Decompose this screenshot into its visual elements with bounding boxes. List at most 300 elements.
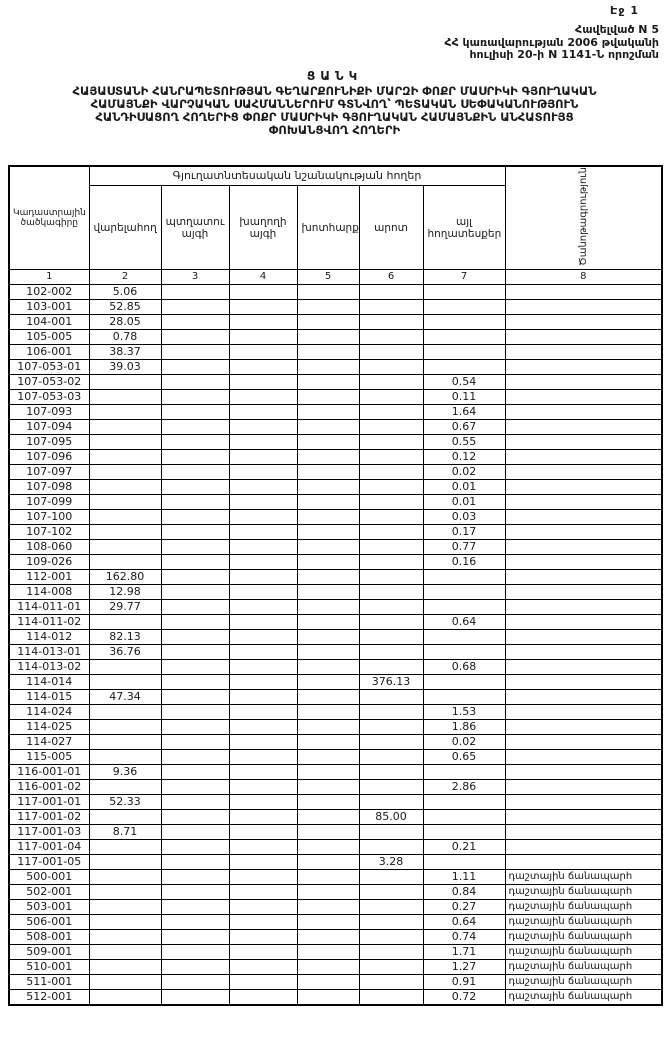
vineyard-cell	[229, 720, 297, 735]
orchard-cell	[161, 705, 229, 720]
orchard-cell	[161, 405, 229, 420]
cadastral-code-cell: 107-096	[9, 450, 89, 465]
note-cell	[505, 420, 662, 435]
hayfield-cell	[297, 390, 359, 405]
table-row	[9, 675, 662, 690]
other-lands-cell: 1.64	[423, 405, 505, 420]
vineyard-cell	[229, 645, 297, 660]
table-row	[9, 825, 662, 840]
orchard-cell	[161, 285, 229, 300]
note-cell	[505, 315, 662, 330]
table-row	[9, 930, 662, 945]
pasture-cell	[359, 870, 423, 885]
other-lands-cell	[423, 765, 505, 780]
hayfield-cell	[297, 735, 359, 750]
subtitle-line-3: ՀԱՆԴԻՍԱՑՈՂ ՀՈՂԵՐԻՑ ՓՈՔՐ ՄԱՍՐԻԿԻ ԳՅՈՒՂԱԿԱՆ ՀԱՄԱՅՆՔԻՆ ԱՆՀԱՏՈՒՅՑ	[95, 109, 574, 124]
hayfield-cell	[297, 525, 359, 540]
orchard-cell	[161, 495, 229, 510]
cadastral-code-cell: 117-001-04	[9, 840, 89, 855]
cadastral-code-cell: 107-102	[9, 525, 89, 540]
header-note-label: Ծանոթագրություն	[577, 166, 589, 266]
arable-cell	[89, 660, 161, 675]
other-lands-cell: 0.01	[423, 495, 505, 510]
table-row	[9, 720, 662, 735]
vineyard-cell	[229, 570, 297, 585]
table-row	[9, 510, 662, 525]
table-row	[9, 750, 662, 765]
arable-cell	[89, 480, 161, 495]
note-cell	[505, 405, 662, 420]
table-row	[9, 480, 662, 495]
pasture-cell	[359, 960, 423, 975]
orchard-cell	[161, 420, 229, 435]
cadastral-code-cell: 114-011-01	[9, 600, 89, 615]
vineyard-cell	[229, 405, 297, 420]
pasture-cell	[359, 990, 423, 1006]
orchard-cell	[161, 480, 229, 495]
pasture-cell: 376.13	[359, 675, 423, 690]
other-lands-cell: 0.54	[423, 375, 505, 390]
other-lands-cell: 0.17	[423, 525, 505, 540]
hayfield-cell	[297, 900, 359, 915]
note-cell	[505, 825, 662, 840]
pasture-cell	[359, 390, 423, 405]
arable-cell: 29.77	[89, 600, 161, 615]
orchard-cell	[161, 690, 229, 705]
orchard-cell	[161, 810, 229, 825]
vineyard-cell	[229, 495, 297, 510]
table-row	[9, 465, 662, 480]
column-number-row	[9, 270, 662, 285]
other-lands-cell	[423, 360, 505, 375]
pasture-cell	[359, 555, 423, 570]
cadastral-code-cell: 510-001	[9, 960, 89, 975]
arable-cell	[89, 915, 161, 930]
hayfield-cell	[297, 660, 359, 675]
note-cell: դաշտային ճանապարհ	[505, 900, 662, 915]
vineyard-cell	[229, 540, 297, 555]
vineyard-cell	[229, 615, 297, 630]
orchard-cell	[161, 930, 229, 945]
hayfield-cell	[297, 885, 359, 900]
orchard-cell	[161, 300, 229, 315]
subtitle-line-1: ՀԱՅԱՍՏԱՆԻ ՀԱՆՐԱՊԵՏՈՒԹՅԱՆ ԳԵՂԱՐՔՈՒՆԻՔԻ ՄԱՐԶԻ ՓՈՔՐ ՄԱՍՐԻԿԻ ԳՅՈՒՂԱԿԱՆ	[72, 83, 597, 98]
hayfield-cell	[297, 420, 359, 435]
orchard-cell	[161, 780, 229, 795]
orchard-cell	[161, 735, 229, 750]
arable-cell: 82.13	[89, 630, 161, 645]
cadastral-code-cell: 114-011-02	[9, 615, 89, 630]
hayfield-cell	[297, 930, 359, 945]
vineyard-cell	[229, 585, 297, 600]
pasture-cell	[359, 300, 423, 315]
pasture-cell	[359, 780, 423, 795]
hayfield-cell	[297, 435, 359, 450]
hayfield-cell	[297, 330, 359, 345]
hayfield-cell	[297, 405, 359, 420]
note-cell	[505, 330, 662, 345]
vineyard-cell	[229, 930, 297, 945]
vineyard-cell	[229, 945, 297, 960]
table-row	[9, 765, 662, 780]
pasture-cell	[359, 540, 423, 555]
note-cell	[505, 360, 662, 375]
pasture-cell	[359, 510, 423, 525]
hayfield-cell	[297, 915, 359, 930]
orchard-cell	[161, 525, 229, 540]
arable-cell: 0.78	[89, 330, 161, 345]
annex-line-1: Հավելված N 5	[575, 23, 659, 36]
table-row	[9, 840, 662, 855]
other-lands-cell	[423, 690, 505, 705]
note-cell: դաշտային ճանապարհ	[505, 870, 662, 885]
pasture-cell	[359, 795, 423, 810]
pasture-cell	[359, 615, 423, 630]
note-cell	[505, 540, 662, 555]
vineyard-cell	[229, 690, 297, 705]
other-lands-cell	[423, 600, 505, 615]
vineyard-cell	[229, 990, 297, 1006]
orchard-cell	[161, 435, 229, 450]
orchard-cell	[161, 600, 229, 615]
hayfield-cell	[297, 510, 359, 525]
header-orchard: պտղատու այգի	[161, 186, 229, 270]
arable-cell: 52.85	[89, 300, 161, 315]
pasture-cell	[359, 900, 423, 915]
arable-cell	[89, 525, 161, 540]
arable-cell	[89, 930, 161, 945]
note-cell	[505, 780, 662, 795]
orchard-cell	[161, 885, 229, 900]
pasture-cell	[359, 750, 423, 765]
arable-cell	[89, 840, 161, 855]
hayfield-cell	[297, 750, 359, 765]
hayfield-cell	[297, 570, 359, 585]
note-cell	[505, 735, 662, 750]
other-lands-cell: 0.03	[423, 510, 505, 525]
cadastral-code-cell: 107-100	[9, 510, 89, 525]
pasture-cell: 85.00	[359, 810, 423, 825]
hayfield-cell	[297, 600, 359, 615]
note-cell	[505, 555, 662, 570]
arable-cell	[89, 810, 161, 825]
orchard-cell	[161, 975, 229, 990]
table-header	[9, 166, 662, 285]
note-cell	[505, 435, 662, 450]
orchard-cell	[161, 675, 229, 690]
orchard-cell	[161, 465, 229, 480]
vineyard-cell	[229, 390, 297, 405]
orchard-cell	[161, 720, 229, 735]
vineyard-cell	[229, 735, 297, 750]
orchard-cell	[161, 375, 229, 390]
vineyard-cell	[229, 810, 297, 825]
vineyard-cell	[229, 885, 297, 900]
note-cell	[505, 660, 662, 675]
note-cell	[505, 495, 662, 510]
pasture-cell	[359, 885, 423, 900]
subtitle-line-4: ՓՈԽԱՆՑՎՈՂ ՀՈՂԵՐԻ	[268, 122, 401, 137]
arable-cell	[89, 705, 161, 720]
hayfield-cell	[297, 360, 359, 375]
other-lands-cell: 0.27	[423, 900, 505, 915]
cadastral-code-cell: 512-001	[9, 990, 89, 1006]
cadastral-code-cell: 114-012	[9, 630, 89, 645]
other-lands-cell	[423, 795, 505, 810]
hayfield-cell	[297, 375, 359, 390]
header-pasture: արոտ	[359, 186, 423, 270]
vineyard-cell	[229, 795, 297, 810]
table-row	[9, 435, 662, 450]
pasture-cell	[359, 930, 423, 945]
other-lands-cell	[423, 315, 505, 330]
arable-cell	[89, 615, 161, 630]
table-row	[9, 810, 662, 825]
pasture-cell	[359, 420, 423, 435]
pasture-cell	[359, 525, 423, 540]
pasture-cell	[359, 660, 423, 675]
orchard-cell	[161, 765, 229, 780]
table-row	[9, 285, 662, 300]
hayfield-cell	[297, 315, 359, 330]
arable-cell	[89, 390, 161, 405]
vineyard-cell	[229, 420, 297, 435]
table-row	[9, 705, 662, 720]
hayfield-cell	[297, 855, 359, 870]
hayfield-cell	[297, 720, 359, 735]
land-transfer-table	[8, 165, 663, 1007]
note-cell	[505, 285, 662, 300]
other-lands-cell: 0.77	[423, 540, 505, 555]
pasture-cell	[359, 915, 423, 930]
cadastral-code-cell: 117-001-05	[9, 855, 89, 870]
header-arable-land: վարելահող	[89, 186, 161, 270]
arable-cell	[89, 960, 161, 975]
vineyard-cell	[229, 435, 297, 450]
note-cell	[505, 855, 662, 870]
arable-cell	[89, 750, 161, 765]
cadastral-code-cell: 107-093	[9, 405, 89, 420]
arable-cell: 52.33	[89, 795, 161, 810]
annex-line-3: հուլիսի 20-ի N 1141-Ն որոշման	[469, 48, 659, 61]
other-lands-cell	[423, 330, 505, 345]
hayfield-cell	[297, 645, 359, 660]
orchard-cell	[161, 645, 229, 660]
arable-cell	[89, 885, 161, 900]
table-row	[9, 570, 662, 585]
cadastral-code-cell: 105-005	[9, 330, 89, 345]
header-cadastral-code: Կադաստրային ծածկագիրը	[9, 166, 89, 270]
pasture-cell	[359, 465, 423, 480]
vineyard-cell	[229, 870, 297, 885]
note-cell	[505, 375, 662, 390]
vineyard-cell	[229, 315, 297, 330]
vineyard-cell	[229, 915, 297, 930]
other-lands-cell	[423, 645, 505, 660]
arable-cell: 39.03	[89, 360, 161, 375]
note-cell	[505, 810, 662, 825]
other-lands-cell: 1.11	[423, 870, 505, 885]
vineyard-cell	[229, 975, 297, 990]
pasture-cell	[359, 480, 423, 495]
table-row	[9, 990, 662, 1006]
arable-cell	[89, 375, 161, 390]
hayfield-cell	[297, 960, 359, 975]
hayfield-cell	[297, 450, 359, 465]
cadastral-code-cell: 114-024	[9, 705, 89, 720]
other-lands-cell: 0.16	[423, 555, 505, 570]
pasture-cell	[359, 945, 423, 960]
table-row	[9, 600, 662, 615]
table-row	[9, 450, 662, 465]
vineyard-cell	[229, 555, 297, 570]
note-cell	[505, 675, 662, 690]
orchard-cell	[161, 990, 229, 1006]
arable-cell	[89, 405, 161, 420]
table-row	[9, 390, 662, 405]
arable-cell: 28.05	[89, 315, 161, 330]
hayfield-cell	[297, 630, 359, 645]
hayfield-cell	[297, 465, 359, 480]
cadastral-code-cell: 114-013-02	[9, 660, 89, 675]
cadastral-code-cell: 103-001	[9, 300, 89, 315]
pasture-cell	[359, 315, 423, 330]
table-row	[9, 780, 662, 795]
other-lands-cell: 2.86	[423, 780, 505, 795]
vineyard-cell	[229, 465, 297, 480]
document-subtitle	[8, 85, 661, 137]
orchard-cell	[161, 915, 229, 930]
other-lands-cell: 0.68	[423, 660, 505, 675]
vineyard-cell	[229, 705, 297, 720]
arable-cell	[89, 420, 161, 435]
note-cell	[505, 630, 662, 645]
vineyard-cell	[229, 360, 297, 375]
header-note	[505, 166, 662, 270]
other-lands-cell: 0.64	[423, 915, 505, 930]
cadastral-code-cell: 114-013-01	[9, 645, 89, 660]
table-row	[9, 795, 662, 810]
orchard-cell	[161, 825, 229, 840]
arable-cell: 162.80	[89, 570, 161, 585]
arable-cell	[89, 855, 161, 870]
arable-cell	[89, 990, 161, 1006]
hayfield-cell	[297, 690, 359, 705]
hayfield-cell	[297, 285, 359, 300]
orchard-cell	[161, 660, 229, 675]
table-row	[9, 525, 662, 540]
table-row	[9, 960, 662, 975]
cadastral-code-cell: 102-002	[9, 285, 89, 300]
table-row	[9, 360, 662, 375]
table-row	[9, 315, 662, 330]
pasture-cell	[359, 450, 423, 465]
cadastral-code-cell: 117-001-01	[9, 795, 89, 810]
cadastral-code-cell: 508-001	[9, 930, 89, 945]
hayfield-cell	[297, 495, 359, 510]
document-title: ՑԱՆԿ	[306, 68, 363, 83]
orchard-cell	[161, 900, 229, 915]
hayfield-cell	[297, 345, 359, 360]
pasture-cell	[359, 405, 423, 420]
other-lands-cell	[423, 300, 505, 315]
note-cell: դաշտային ճանապարհ	[505, 945, 662, 960]
note-cell	[505, 600, 662, 615]
note-cell	[505, 300, 662, 315]
pasture-cell	[359, 375, 423, 390]
pasture-cell	[359, 435, 423, 450]
other-lands-cell: 1.27	[423, 960, 505, 975]
orchard-cell	[161, 345, 229, 360]
table-row	[9, 540, 662, 555]
cadastral-code-cell: 116-001-02	[9, 780, 89, 795]
hayfield-cell	[297, 480, 359, 495]
cadastral-code-cell: 506-001	[9, 915, 89, 930]
note-cell	[505, 765, 662, 780]
cadastral-code-cell: 114-015	[9, 690, 89, 705]
pasture-cell	[359, 495, 423, 510]
orchard-cell	[161, 540, 229, 555]
hayfield-cell	[297, 540, 359, 555]
arable-cell: 5.06	[89, 285, 161, 300]
table-row	[9, 300, 662, 315]
hayfield-cell	[297, 300, 359, 315]
vineyard-cell	[229, 825, 297, 840]
pasture-cell	[359, 345, 423, 360]
pasture-cell	[359, 975, 423, 990]
orchard-cell	[161, 360, 229, 375]
cadastral-code-cell: 107-098	[9, 480, 89, 495]
cadastral-code-cell: 107-097	[9, 465, 89, 480]
orchard-cell	[161, 870, 229, 885]
cadastral-code-cell: 117-001-02	[9, 810, 89, 825]
other-lands-cell	[423, 345, 505, 360]
note-cell: դաշտային ճանապարհ	[505, 915, 662, 930]
note-cell	[505, 390, 662, 405]
header-other-lands: այլ հողատեսքեր	[423, 186, 505, 270]
cadastral-code-cell: 114-027	[9, 735, 89, 750]
other-lands-cell: 0.12	[423, 450, 505, 465]
hayfield-cell	[297, 675, 359, 690]
arable-cell: 9.36	[89, 765, 161, 780]
arable-cell	[89, 870, 161, 885]
orchard-cell	[161, 945, 229, 960]
hayfield-cell	[297, 780, 359, 795]
other-lands-cell	[423, 855, 505, 870]
orchard-cell	[161, 585, 229, 600]
note-cell: դաշտային ճանապարհ	[505, 975, 662, 990]
cadastral-code-cell: 107-053-03	[9, 390, 89, 405]
vineyard-cell	[229, 855, 297, 870]
table-row	[9, 690, 662, 705]
cadastral-code-cell: 106-001	[9, 345, 89, 360]
table-row	[9, 660, 662, 675]
vineyard-cell	[229, 480, 297, 495]
arable-cell	[89, 735, 161, 750]
cadastral-code-cell: 107-099	[9, 495, 89, 510]
orchard-cell	[161, 630, 229, 645]
note-cell	[505, 525, 662, 540]
table-row	[9, 945, 662, 960]
vineyard-cell	[229, 780, 297, 795]
pasture-cell	[359, 630, 423, 645]
table-row	[9, 420, 662, 435]
pasture-cell	[359, 330, 423, 345]
cadastral-code-cell: 509-001	[9, 945, 89, 960]
cadastral-code-cell: 104-001	[9, 315, 89, 330]
hayfield-cell	[297, 585, 359, 600]
pasture-cell: 3.28	[359, 855, 423, 870]
